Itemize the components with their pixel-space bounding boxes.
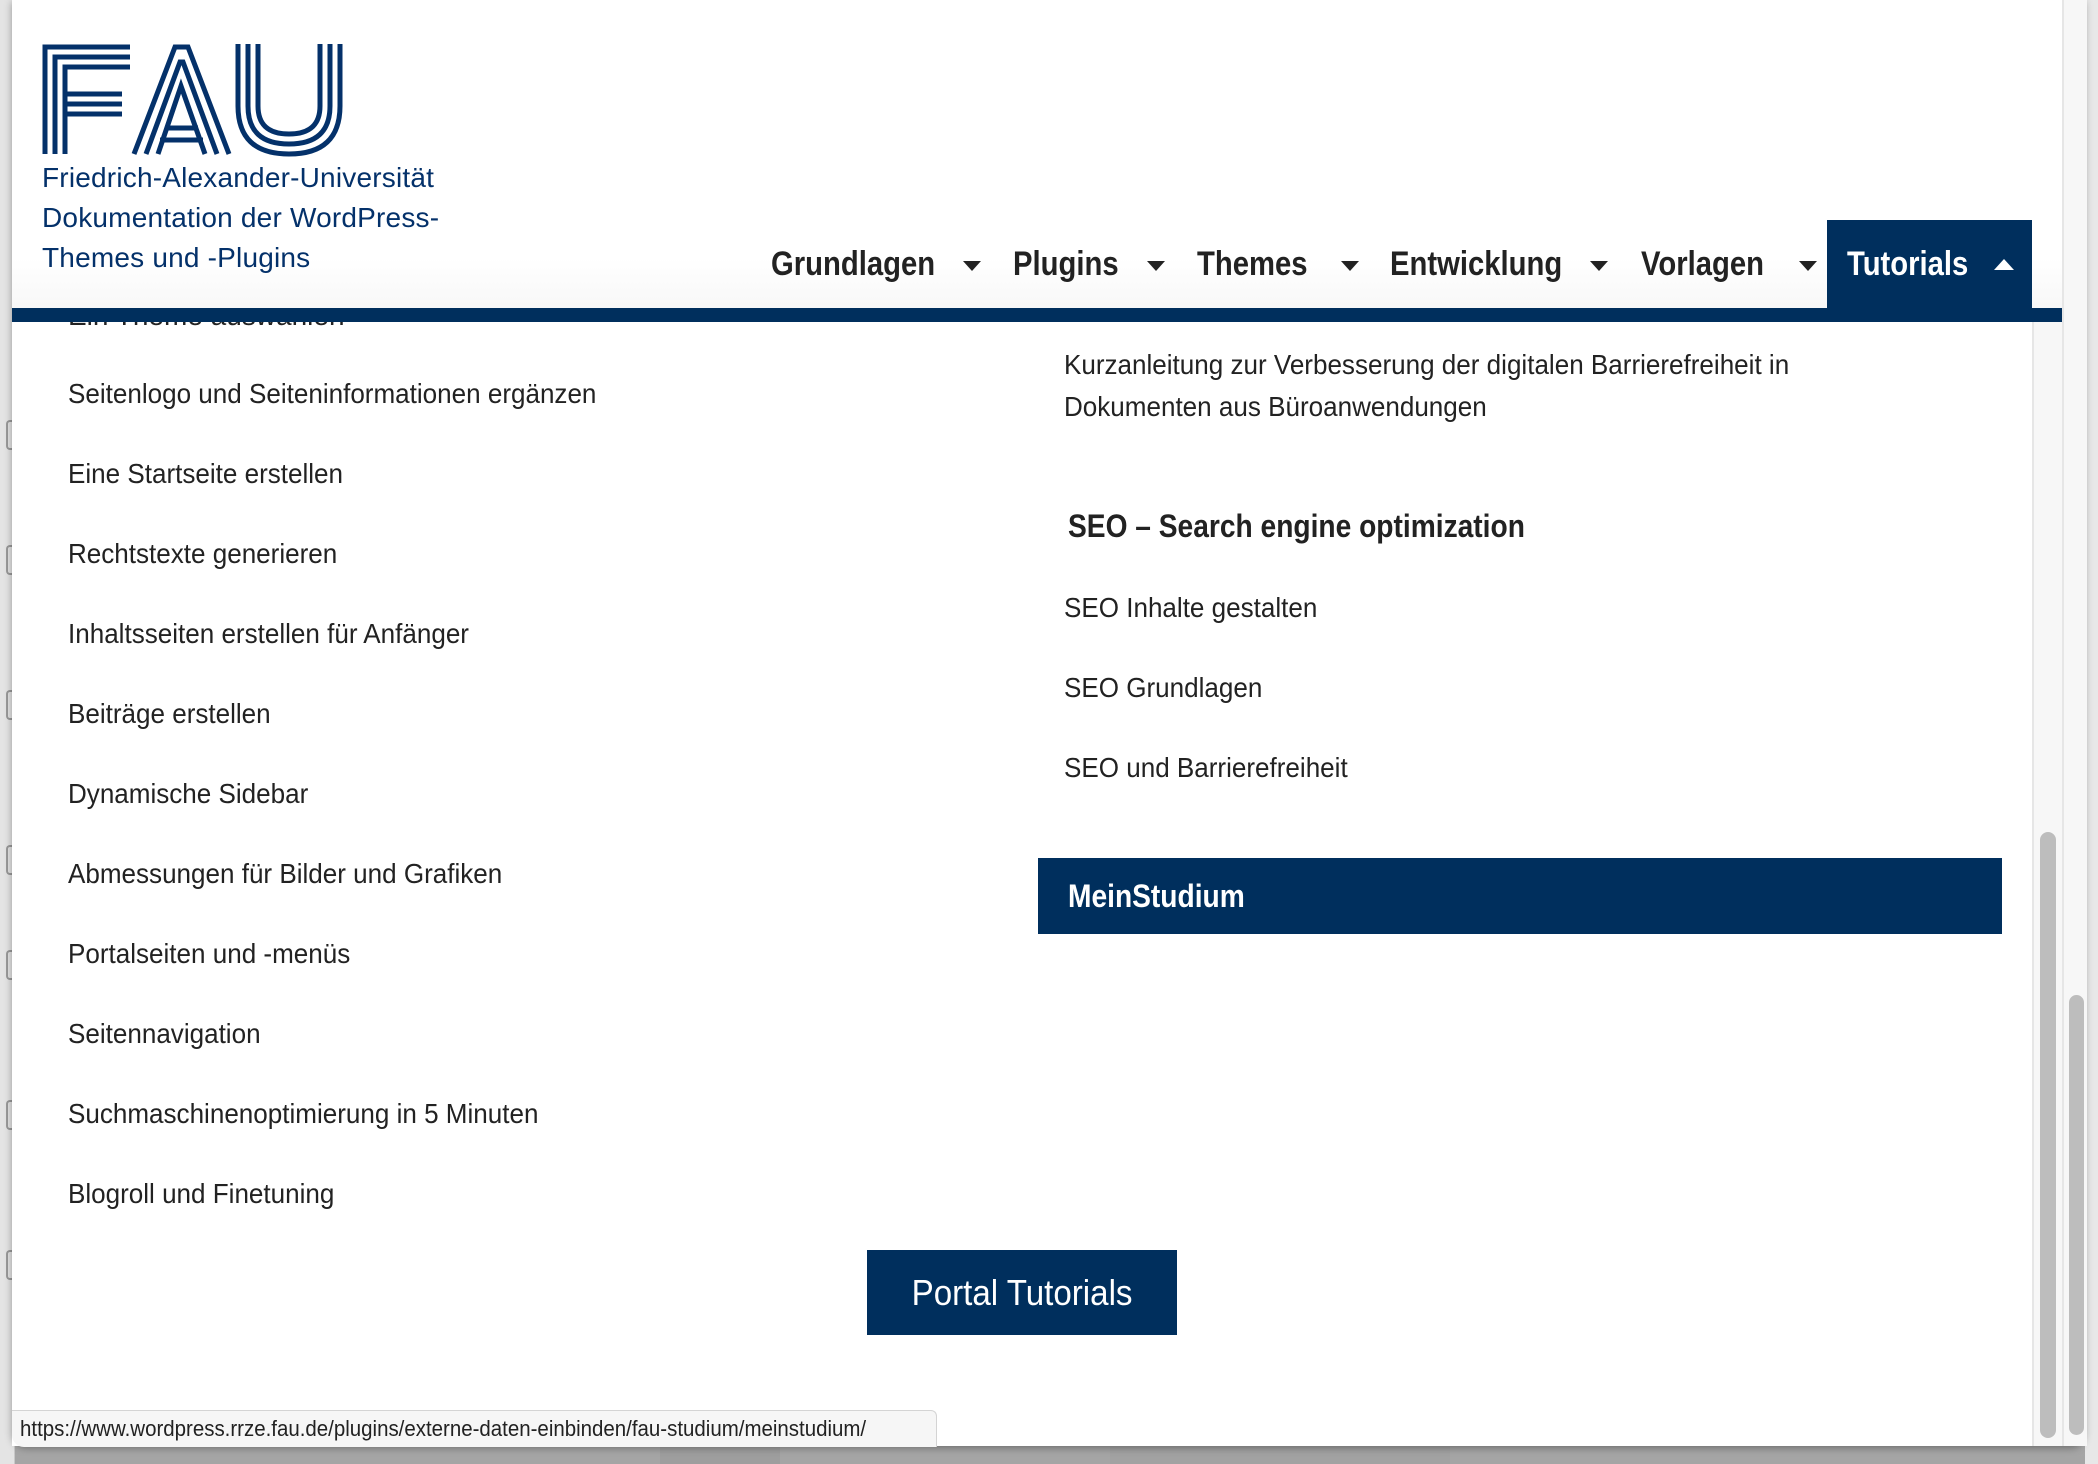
- site-header: [12, 0, 2062, 322]
- portal-tutorials-button[interactable]: [867, 1250, 1177, 1335]
- menu-item[interactable]: Seitennavigation: [68, 1018, 261, 1049]
- caret-down-icon: [1147, 261, 1165, 271]
- fau-logo-icon: [42, 44, 342, 156]
- site-title-line-3: Themes und -Plugins: [42, 242, 311, 273]
- nav-item-label: Entwicklung: [1390, 244, 1563, 283]
- nav-item-label: Grundlagen: [771, 244, 936, 283]
- caret-up-icon: [1994, 259, 2014, 270]
- caret-down-icon: [1590, 261, 1608, 271]
- nav-item-vorlagen[interactable]: [1641, 220, 1831, 308]
- site-title-line-2: Dokumentation der WordPress-: [42, 202, 440, 233]
- background-window-edge: [660, 1446, 780, 1464]
- page-scrollbar[interactable]: [2062, 0, 2087, 1446]
- nav-item-label: Themes: [1197, 244, 1308, 283]
- menu-item-seo[interactable]: SEO Inhalte gestalten: [1064, 592, 1318, 623]
- background-window-edge: [1110, 1446, 1450, 1464]
- nav-item-label: Tutorials: [1847, 244, 1969, 283]
- browser-window: [12, 0, 2085, 1446]
- nav-item-label: Vorlagen: [1641, 244, 1764, 283]
- menu-item[interactable]: Dynamische Sidebar: [68, 778, 309, 809]
- dropdown-scrollbar-thumb[interactable]: [2040, 832, 2056, 1438]
- menu-item[interactable]: Eine Startseite erstellen: [68, 458, 344, 489]
- caret-down-icon: [963, 261, 981, 271]
- menu-item[interactable]: Beiträge erstellen: [68, 698, 271, 729]
- browser-status-bar: [12, 1410, 937, 1447]
- nav-item-grundlagen[interactable]: [771, 220, 991, 308]
- nav-item-entwicklung[interactable]: [1390, 220, 1630, 308]
- status-url: https://www.wordpress.rrze.fau.de/plugins/externe-daten-einbinden/fau-studium/meinstudium/: [20, 1416, 867, 1441]
- page-scrollbar-thumb[interactable]: [2069, 995, 2084, 1435]
- main-navigation: [12, 220, 2062, 308]
- nav-item-tutorials[interactable]: [1827, 220, 2032, 322]
- menu-item[interactable]: Rechtstexte generieren: [68, 538, 338, 569]
- caret-down-icon: [1799, 261, 1817, 271]
- menu-item[interactable]: Abmessungen für Bilder und Grafiken: [68, 858, 503, 889]
- menu-item[interactable]: Inhaltsseiten erstellen für Anfänger: [68, 618, 469, 649]
- dropdown-scrollbar[interactable]: [2032, 322, 2064, 1446]
- menu-item[interactable]: Suchmaschinenoptimierung in 5 Minuten: [68, 1098, 539, 1129]
- menu-item[interactable]: Portalseiten und -menüs: [68, 938, 351, 969]
- nav-underline-bar: [12, 308, 2062, 322]
- portal-tutorials-label: Portal Tutorials: [911, 1271, 1133, 1313]
- menu-item[interactable]: Blogroll und Finetuning: [68, 1178, 335, 1209]
- nav-item-themes[interactable]: [1197, 220, 1377, 308]
- nav-item-label: Plugins: [1013, 244, 1119, 283]
- menu-item-seo[interactable]: SEO und Barrierefreiheit: [1064, 752, 1348, 783]
- site-title-line-1: Friedrich-Alexander-Universität: [42, 162, 435, 193]
- seo-section-heading[interactable]: SEO – Search engine optimization: [1068, 508, 1525, 544]
- caret-down-icon: [1341, 261, 1359, 271]
- menu-item-seo[interactable]: SEO Grundlagen: [1064, 672, 1263, 703]
- menu-item-meinstudium-highlighted[interactable]: [1038, 858, 2002, 934]
- fau-logo[interactable]: [42, 44, 342, 156]
- tutorials-dropdown-panel: [12, 322, 2032, 1446]
- menu-item[interactable]: Seitenlogo und Seiteninformationen ergänzen: [68, 378, 597, 409]
- menu-item-kurzanleitung[interactable]: Kurzanleitung zur Verbesserung der digitalen Barrierefreiheit in Dokumenten aus Büroanwendungen: [1064, 349, 1790, 422]
- meinstudium-label: MeinStudium: [1068, 877, 1245, 914]
- nav-item-plugins[interactable]: [1013, 220, 1183, 308]
